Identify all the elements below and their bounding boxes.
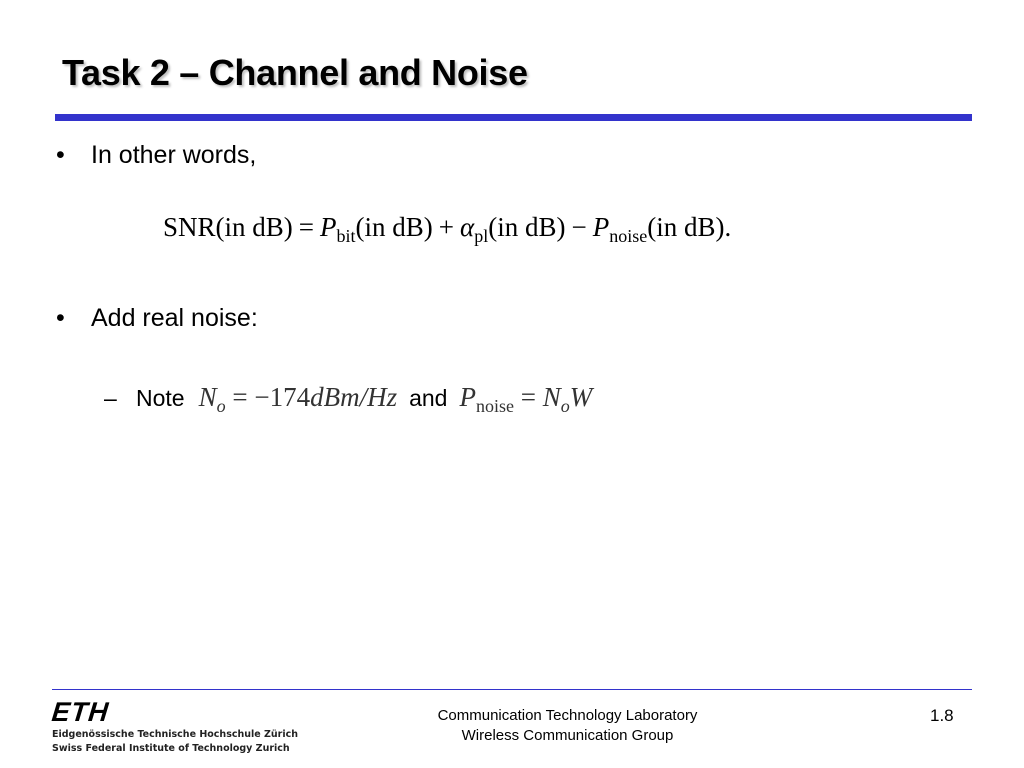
pn-n-symbol: N	[542, 382, 561, 412]
footer-lab-line2: Wireless Communication Group	[461, 727, 674, 744]
bullet-item	[56, 304, 258, 333]
pn-symbol: P	[459, 382, 476, 412]
formula-term1-tail: (in dB)	[355, 212, 433, 242]
eth-logo-line2: Swiss Federal Institute of Technology Zurich	[52, 743, 290, 754]
footer-lab-line1: Communication Technology Laboratory	[437, 707, 698, 724]
bullet-dot: •	[56, 141, 65, 169]
formula-minus: −	[571, 212, 587, 242]
formula-equals: =	[298, 212, 315, 242]
formula-plus: +	[438, 212, 455, 242]
pn-n-subscript: o	[560, 396, 570, 416]
page-number: 1.8	[930, 706, 954, 725]
noise-density-formula	[198, 382, 398, 416]
sub-bullet-item	[104, 382, 593, 416]
bullet-item	[56, 141, 256, 170]
n0-symbol: N	[198, 382, 217, 412]
pn-subscript: noise	[475, 396, 514, 416]
n0-value: −174	[254, 382, 311, 412]
bullet-dot: •	[56, 304, 65, 332]
eth-logo-word: ETH	[50, 697, 111, 727]
formula-term2-tail: (in dB)	[488, 212, 566, 242]
formula-pl-sub: pl	[474, 226, 489, 246]
formula-p-noise: P	[592, 212, 610, 242]
eth-logo	[50, 697, 298, 758]
slide-title: Task 2 – Channel and Noise	[62, 52, 528, 93]
eth-logo-line1: Eidgenössische Technische Hochschule Zürich	[52, 729, 298, 740]
formula-bit-sub: bit	[336, 226, 356, 246]
formula-alpha: α	[460, 212, 475, 242]
sub-bullet-dash: –	[104, 385, 117, 411]
pn-w-symbol: W	[569, 382, 593, 412]
n0-equals: =	[232, 382, 248, 412]
formula-noise-sub: noise	[609, 226, 648, 246]
snr-formula	[163, 212, 732, 246]
and-label: and	[409, 385, 448, 411]
noise-power-formula	[459, 382, 593, 416]
n0-subscript: o	[216, 396, 226, 416]
formula-snr: SNR(in dB)	[163, 212, 293, 242]
formula-p-bit: P	[320, 212, 337, 242]
n0-unit: dBm/Hz	[310, 382, 398, 412]
footer-divider	[52, 689, 972, 690]
bullet-text: In other words,	[91, 141, 257, 169]
note-label: Note	[136, 385, 185, 411]
bullet-text: Add real noise:	[91, 304, 258, 332]
footer-lab-info	[380, 706, 755, 746]
formula-term3-tail: (in dB).	[647, 212, 732, 242]
title-divider	[55, 114, 972, 121]
pn-equals: =	[520, 382, 536, 412]
